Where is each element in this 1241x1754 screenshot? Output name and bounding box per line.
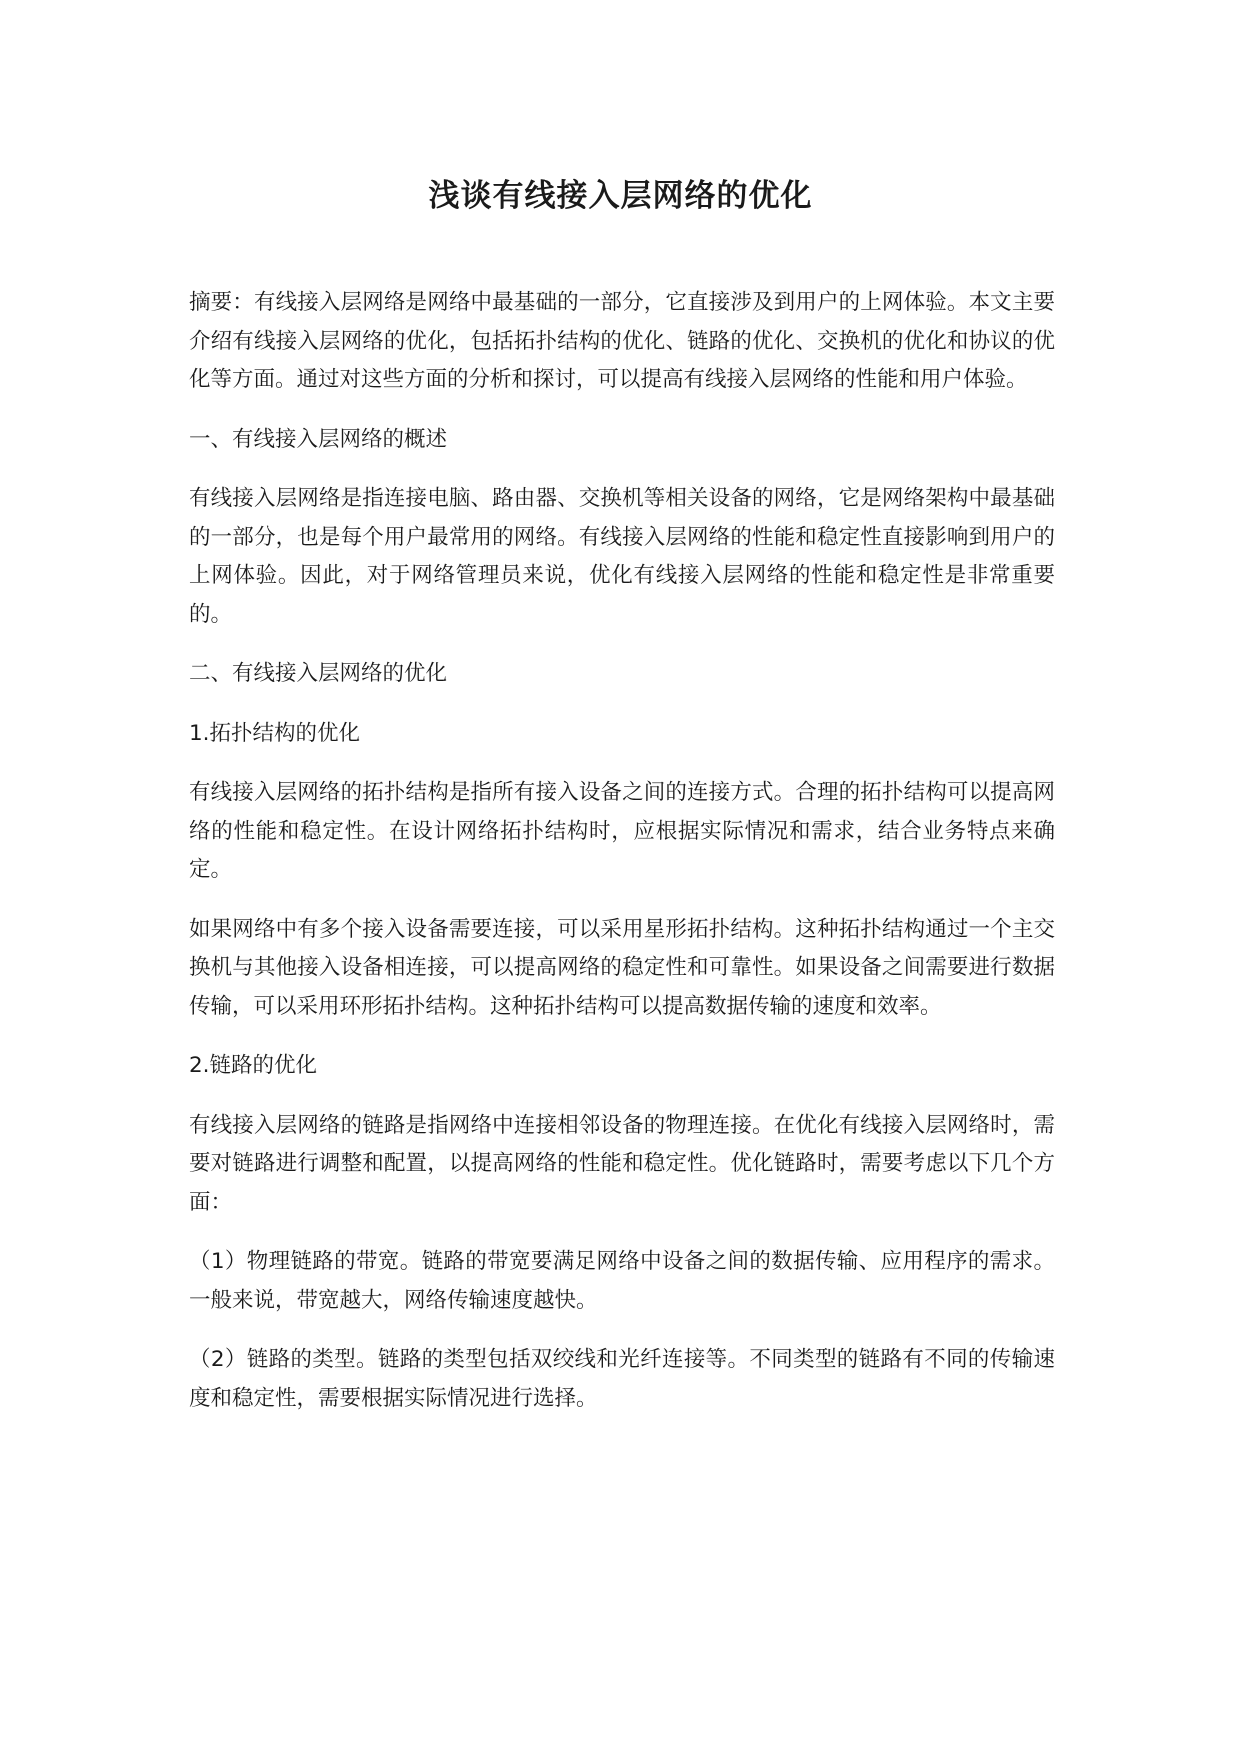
topology-paragraph-2: 如果网络中有多个接入设备需要连接，可以采用星形拓扑结构。这种拓扑结构通过一个主交换机与其他接入设备相连接，可以提高网络的稳定性和可靠性。如果设备之间需要进行数据传输，可以采用环形拓扑结构。这种拓扑结构可以提高数据传输的速度和效率。: [189, 916, 1055, 1019]
section-2-heading: 二、有线接入层网络的优化: [189, 661, 448, 686]
link-item-bandwidth: （1）物理链路的带宽。链路的带宽要满足网络中设备之间的数据传输、应用程序的需求。一般来说，带宽越大，网络传输速度越快。: [189, 1249, 1055, 1313]
document-body: [189, 284, 1055, 1439]
section-1-heading: 一、有线接入层网络的概述: [189, 426, 448, 452]
abstract-paragraph: 摘要：有线接入层网络是网络中最基础的一部分，它直接涉及到用户的上网体验。本文主要介绍有线接入层网络的优化，包括拓扑结构的优化、链路的优化、交换机的优化和协议的优化等方面。通过对这些方面的分析和探讨，可以提高有线接入层网络的性能和用户体验。: [189, 290, 1055, 392]
section-1-paragraph: 有线接入层网络是指连接电脑、路由器、交换机等相关设备的网络，它是网络架构中最基础的一部分，也是每个用户最常用的网络。有线接入层网络的性能和稳定性直接影响到用户的上网体验。因此，对于网络管理员来说，优化有线接入层网络的性能和稳定性是非常重要的。: [189, 486, 1055, 627]
topology-paragraph-1: 有线接入层网络的拓扑结构是指所有接入设备之间的连接方式。合理的拓扑结构可以提高网络的性能和稳定性。在设计网络拓扑结构时，应根据实际情况和需求，结合业务特点来确定。: [189, 780, 1055, 882]
subsection-topology-heading: 1.拓扑结构的优化: [189, 720, 361, 746]
link-item-type: （2）链路的类型。链路的类型包括双绞线和光纤连接等。不同类型的链路有不同的传输速度和稳定性，需要根据实际情况进行选择。: [189, 1347, 1055, 1411]
document-title: 浅谈有线接入层网络的优化: [428, 178, 813, 214]
link-paragraph-1: 有线接入层网络的链路是指网络中连接相邻设备的物理连接。在优化有线接入层网络时，需要对链路进行调整和配置，以提高网络的性能和稳定性。优化链路时，需要考虑以下几个方面：: [189, 1112, 1055, 1215]
subsection-link-heading: 2.链路的优化: [189, 1053, 318, 1078]
